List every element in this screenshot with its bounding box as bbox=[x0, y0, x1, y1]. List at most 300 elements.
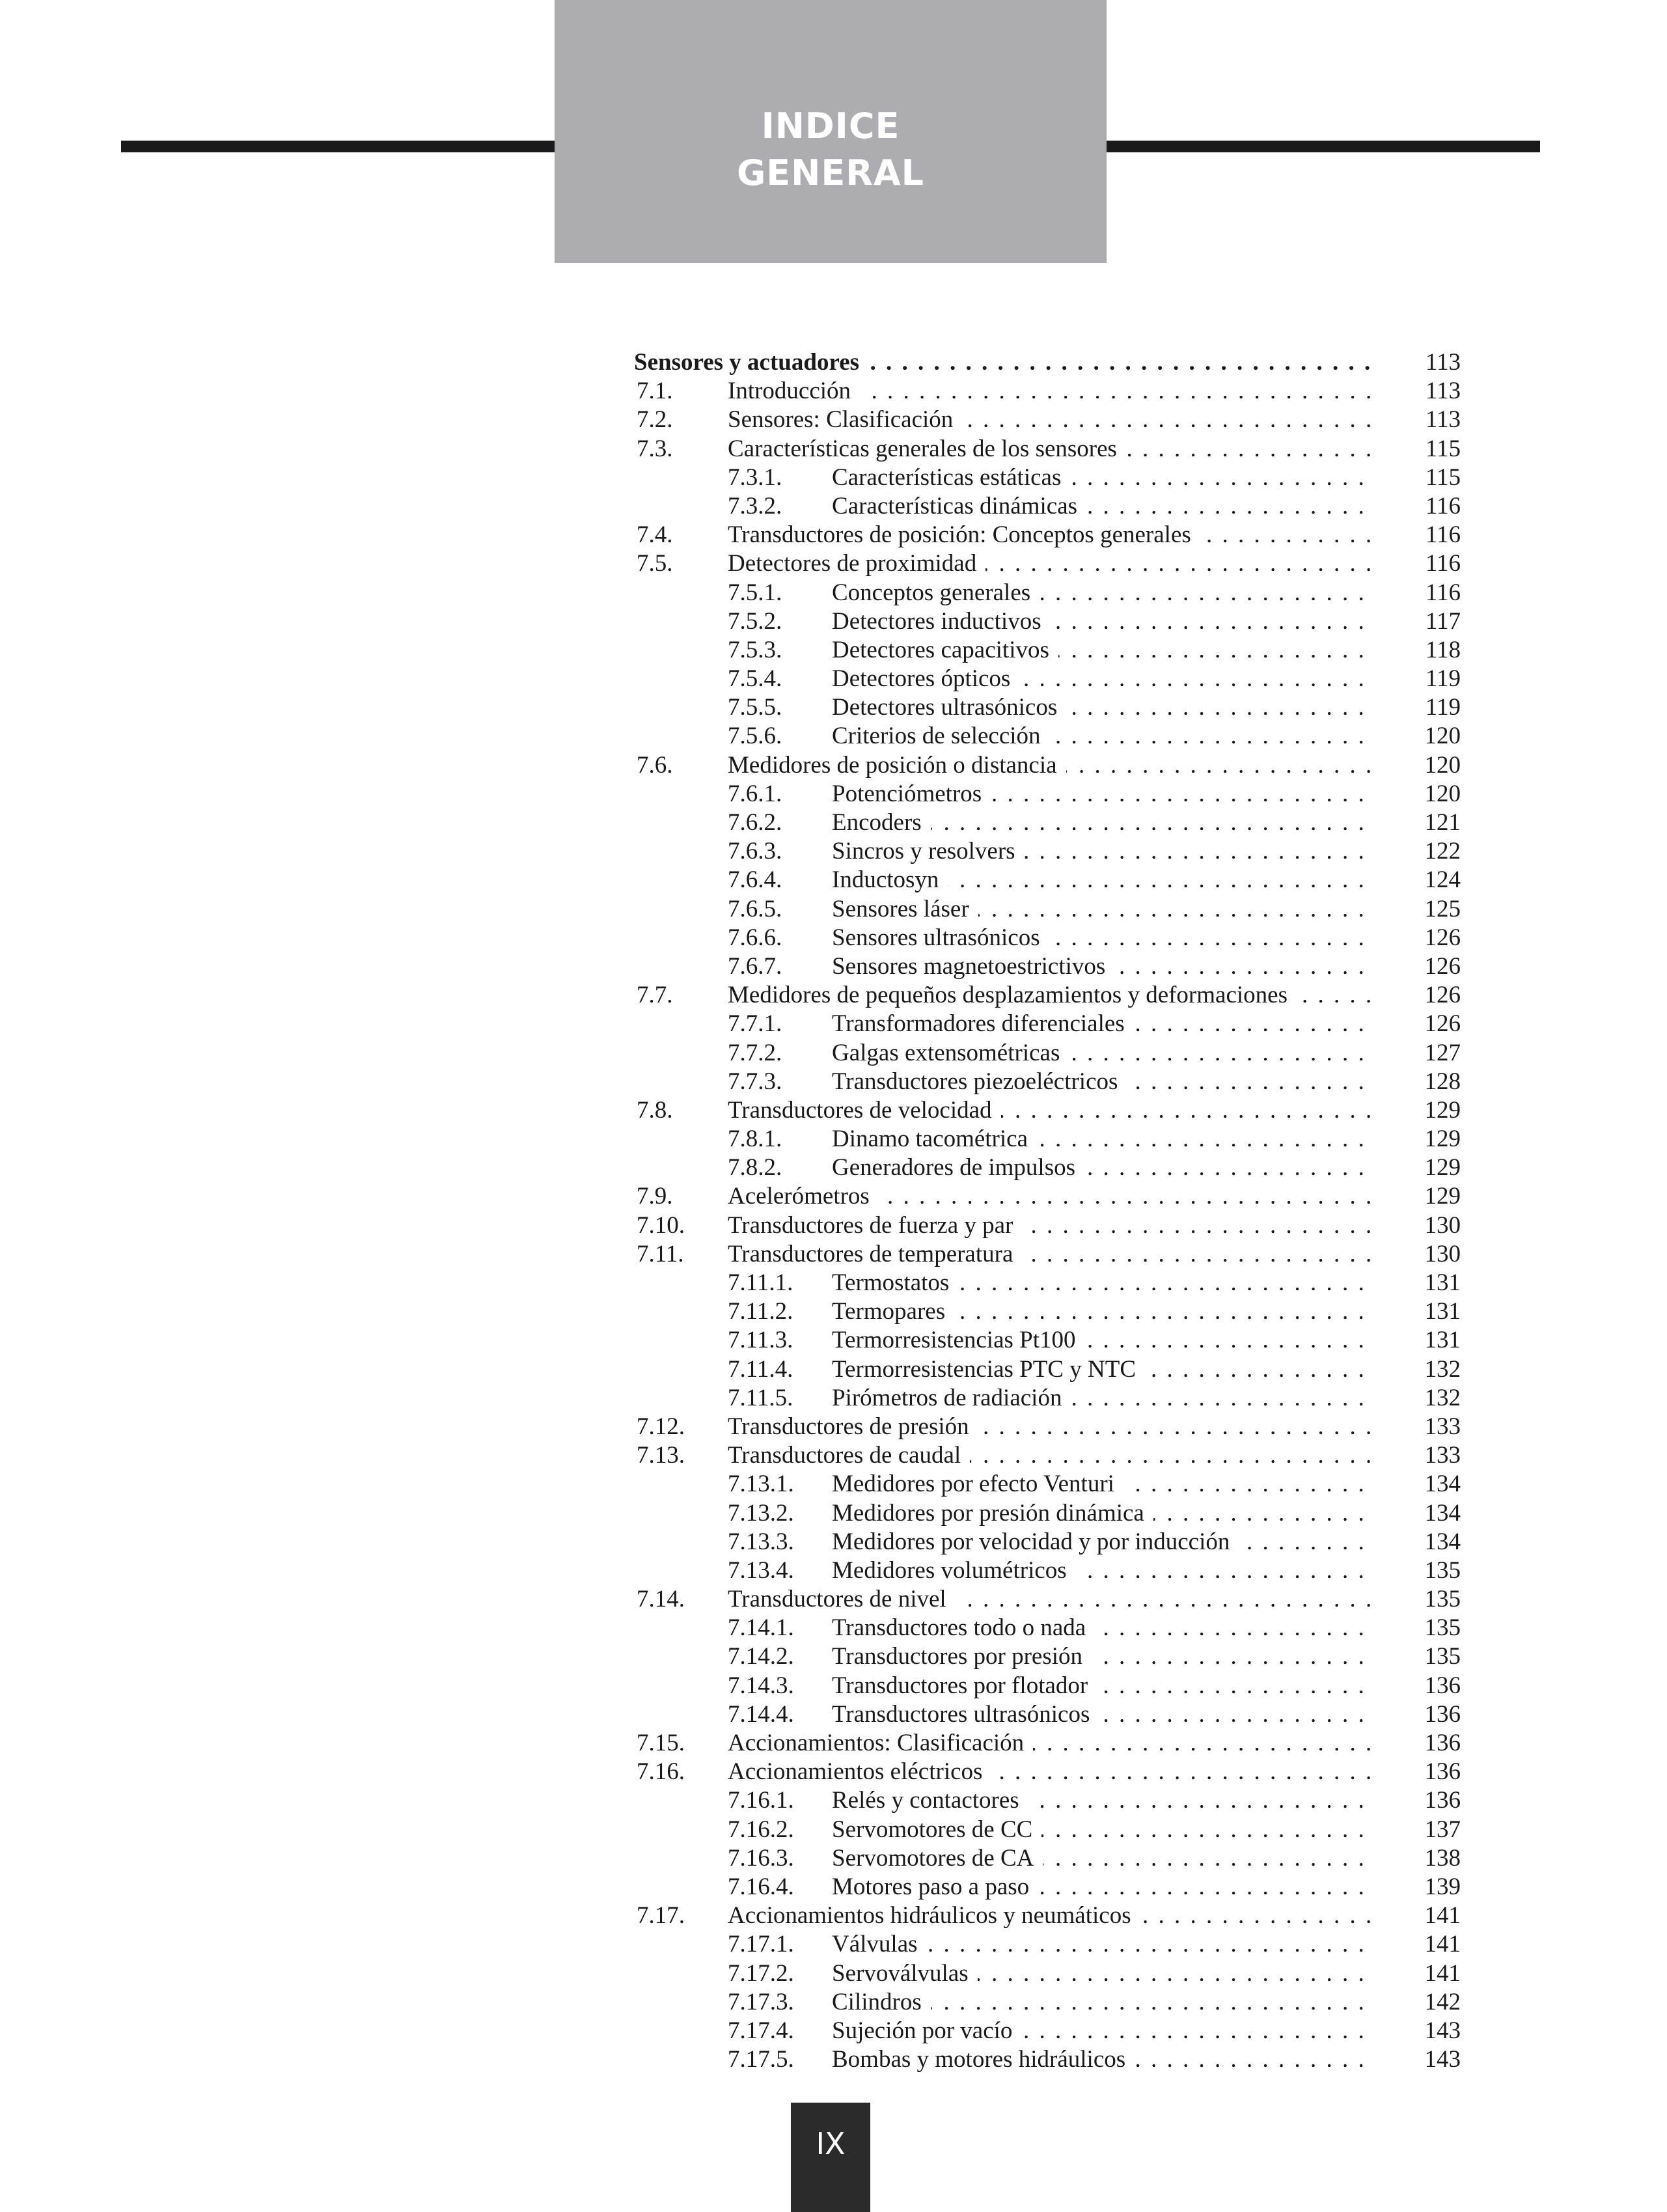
toc-entry bbox=[599, 1441, 1471, 1470]
toc-entry-page: 143 bbox=[1424, 2046, 1461, 2073]
toc-entry bbox=[599, 1039, 1471, 1068]
toc-entry-number: 7.13.3. bbox=[728, 1528, 794, 1555]
toc-entry bbox=[599, 1901, 1471, 1930]
toc-entry bbox=[599, 924, 1471, 952]
toc-entry-title bbox=[832, 837, 1373, 866]
toc-entry-page: 135 bbox=[1424, 1556, 1461, 1584]
toc-entry-number: 7.8. bbox=[637, 1096, 673, 1124]
toc-entry-page: 132 bbox=[1424, 1355, 1461, 1383]
toc-entry-title bbox=[832, 693, 1373, 722]
page-title bbox=[555, 103, 1107, 197]
toc-entry-title-text: Accionamientos: Clasificación bbox=[728, 1730, 1033, 1756]
toc-entry-title-text: Termorresistencias Pt100 bbox=[832, 1327, 1085, 1353]
toc-entry-page: 132 bbox=[1424, 1384, 1461, 1411]
toc-entry-page: 130 bbox=[1424, 1211, 1461, 1239]
toc-entry-title-text: Sensores: Clasificación bbox=[728, 406, 962, 433]
toc-entry-page: 138 bbox=[1424, 1844, 1461, 1872]
toc-entry-page: 115 bbox=[1425, 463, 1461, 491]
toc-entry-number: 7.6.4. bbox=[728, 866, 782, 894]
toc-entry-title-text: Transductores de caudal bbox=[728, 1442, 970, 1469]
toc-entry-title bbox=[832, 1614, 1373, 1642]
toc-entry-number: 7.5.2. bbox=[728, 607, 782, 635]
toc-entry-number: 7.6.3. bbox=[728, 838, 782, 865]
toc-entry-page: 120 bbox=[1424, 723, 1461, 750]
toc-entry-title bbox=[728, 1240, 1373, 1269]
toc-entry-number: 7.11.5. bbox=[728, 1384, 793, 1411]
toc-entry-number: 7.13. bbox=[637, 1442, 685, 1469]
toc-entry-title-text: Encoders bbox=[832, 809, 931, 836]
toc-entry bbox=[599, 1182, 1471, 1211]
toc-entry-page: 130 bbox=[1424, 1240, 1461, 1267]
toc-entry-title bbox=[832, 1039, 1373, 1068]
toc-entry-title bbox=[832, 866, 1373, 894]
toc-entry bbox=[599, 981, 1471, 1010]
toc-entry bbox=[599, 377, 1471, 406]
toc-entry-page: 127 bbox=[1424, 1039, 1461, 1066]
toc-entry-page: 113 bbox=[1425, 378, 1461, 405]
toc-entry-page: 131 bbox=[1424, 1327, 1461, 1354]
toc-entry bbox=[599, 1873, 1471, 1901]
toc-entry-title-text: Introducción bbox=[728, 378, 860, 404]
toc-entry bbox=[599, 348, 1471, 377]
toc-entry-title bbox=[832, 952, 1373, 981]
toc-entry-title bbox=[832, 1700, 1373, 1729]
page-number: IX bbox=[816, 2126, 846, 2161]
toc-entry-page: 136 bbox=[1424, 1730, 1461, 1756]
toc-entry-page: 118 bbox=[1425, 636, 1461, 663]
toc-entry-title-text: Transductores de temperatura bbox=[728, 1241, 1022, 1267]
toc-entry bbox=[599, 1556, 1471, 1585]
toc-entry-title bbox=[832, 463, 1373, 492]
toc-entry-page: 116 bbox=[1425, 521, 1461, 549]
toc-entry-title-text: Medidores de posición o distancia bbox=[728, 752, 1066, 779]
toc-entry bbox=[599, 1959, 1471, 1988]
toc-entry bbox=[599, 1614, 1471, 1642]
toc-entry-page: 126 bbox=[1424, 1010, 1461, 1038]
toc-entry-number: 7.6.2. bbox=[728, 809, 782, 836]
toc-entry-title-text: Dinamo tacométrica bbox=[832, 1126, 1037, 1152]
table-of-contents bbox=[599, 348, 1471, 2074]
toc-entry-title-text: Sensores y actuadores bbox=[599, 349, 868, 376]
toc-entry bbox=[599, 693, 1471, 722]
toc-entry bbox=[599, 1930, 1471, 1959]
toc-entry-number: 7.3.2. bbox=[728, 492, 782, 519]
toc-entry-number: 7.17.4. bbox=[728, 2017, 794, 2044]
toc-entry bbox=[599, 722, 1471, 751]
toc-entry-title bbox=[832, 1930, 1373, 1959]
toc-entry-title-text: Accionamientos hidráulicos y neumáticos bbox=[728, 1902, 1140, 1929]
toc-entry-number: 7.16.3. bbox=[728, 1844, 794, 1872]
toc-entry-title-text: Transductores de velocidad bbox=[728, 1097, 1001, 1124]
toc-entry bbox=[599, 1269, 1471, 1297]
toc-entry-title-text: Medidores volumétricos bbox=[832, 1557, 1076, 1584]
toc-entry-title-text: Generadores de impulsos bbox=[832, 1154, 1084, 1181]
toc-entry bbox=[599, 492, 1471, 521]
toc-entry-title bbox=[832, 809, 1373, 837]
header-rule-left bbox=[121, 141, 555, 152]
toc-entry-number: 7.17.5. bbox=[728, 2046, 794, 2073]
toc-entry-title-text: Características generales de los sensores bbox=[728, 435, 1126, 462]
toc-entry-page: 143 bbox=[1424, 2017, 1461, 2044]
toc-entry bbox=[599, 1211, 1471, 1240]
toc-entry-number: 7.14.1. bbox=[728, 1614, 794, 1642]
toc-entry-title bbox=[832, 1355, 1373, 1384]
toc-entry-title bbox=[728, 1758, 1373, 1786]
toc-entry-page: 120 bbox=[1424, 780, 1461, 807]
toc-entry bbox=[599, 2017, 1471, 2045]
toc-entry-page: 125 bbox=[1424, 895, 1461, 922]
toc-entry-number: 7.11. bbox=[637, 1240, 684, 1267]
toc-entry-number: 7.14.2. bbox=[728, 1643, 794, 1670]
toc-entry-page: 131 bbox=[1424, 1298, 1461, 1325]
toc-entry bbox=[599, 1010, 1471, 1038]
page-title-line1: INDICE bbox=[761, 105, 900, 146]
toc-entry-page: 129 bbox=[1424, 1183, 1461, 1210]
toc-entry-title bbox=[832, 1125, 1373, 1154]
toc-entry-title bbox=[728, 1211, 1373, 1240]
toc-entry-title bbox=[728, 435, 1373, 463]
toc-entry-page: 116 bbox=[1425, 550, 1461, 577]
toc-entry-title-text: Sujeción por vacío bbox=[832, 2017, 1021, 2044]
toc-entry-title bbox=[832, 1556, 1373, 1585]
toc-entry-title bbox=[599, 348, 1373, 377]
toc-entry-title-text: Sensores láser bbox=[832, 896, 978, 922]
toc-entry-number: 7.8.2. bbox=[728, 1154, 782, 1182]
toc-entry-title bbox=[832, 1959, 1373, 1988]
toc-entry bbox=[599, 1068, 1471, 1096]
toc-entry-title-text: Detectores de proximidad bbox=[728, 550, 985, 577]
toc-entry-title bbox=[728, 377, 1373, 406]
toc-entry bbox=[599, 1499, 1471, 1528]
toc-entry bbox=[599, 607, 1471, 636]
toc-entry-title-text: Detectores ópticos bbox=[832, 665, 1019, 692]
toc-entry bbox=[599, 952, 1471, 981]
toc-entry-title bbox=[832, 1384, 1373, 1413]
toc-entry-title-text: Transformadores diferenciales bbox=[832, 1010, 1134, 1037]
toc-entry bbox=[599, 895, 1471, 924]
toc-entry bbox=[599, 1528, 1471, 1556]
toc-entry-title bbox=[728, 751, 1373, 780]
toc-entry-number: 7.6.5. bbox=[728, 895, 782, 922]
toc-entry-title bbox=[728, 1096, 1373, 1125]
toc-entry-number: 7.5.4. bbox=[728, 665, 782, 693]
toc-entry-title-text: Potenciómetros bbox=[832, 781, 991, 807]
toc-entry-title bbox=[832, 722, 1373, 751]
toc-entry-title-text: Servomotores de CA bbox=[832, 1845, 1043, 1872]
toc-entry-number: 7.6.1. bbox=[728, 780, 782, 807]
toc-entry-title bbox=[728, 1182, 1373, 1211]
toc-entry-title-text: Sensores magnetoestrictivos bbox=[832, 953, 1114, 980]
toc-entry-number: 7.16.1. bbox=[728, 1787, 794, 1814]
toc-entry-page: 136 bbox=[1424, 1787, 1461, 1814]
toc-entry-title bbox=[832, 492, 1373, 521]
toc-entry-page: 115 bbox=[1425, 435, 1461, 462]
toc-entry-title-text: Sincros y resolvers bbox=[832, 838, 1025, 864]
toc-entry-title-text: Conceptos generales bbox=[832, 579, 1040, 606]
toc-entry-page: 136 bbox=[1424, 1700, 1461, 1728]
toc-entry-title bbox=[728, 1441, 1373, 1470]
page-number-box bbox=[791, 2103, 870, 2212]
toc-entry-title-text: Transductores ultrasónicos bbox=[832, 1701, 1099, 1728]
toc-entry bbox=[599, 1355, 1471, 1384]
toc-entry-number: 7.11.2. bbox=[728, 1298, 793, 1325]
toc-entry-number: 7.6. bbox=[637, 751, 673, 779]
toc-entry-page: 141 bbox=[1424, 1902, 1461, 1929]
toc-entry-page: 134 bbox=[1424, 1471, 1461, 1498]
toc-entry-page: 113 bbox=[1425, 349, 1461, 376]
toc-entry bbox=[599, 1700, 1471, 1729]
toc-entry bbox=[599, 809, 1471, 837]
toc-entry-number: 7.5. bbox=[637, 550, 673, 577]
toc-entry-number: 7.14.4. bbox=[728, 1700, 794, 1728]
toc-entry-title bbox=[832, 2017, 1373, 2045]
toc-entry-number: 7.17. bbox=[637, 1902, 685, 1929]
toc-entry-title bbox=[728, 521, 1373, 549]
toc-entry-number: 7.14. bbox=[637, 1586, 685, 1613]
toc-entry-number: 7.3. bbox=[637, 435, 673, 462]
toc-entry-title-text: Motores paso a paso bbox=[832, 1873, 1038, 1900]
toc-entry-number: 7.17.3. bbox=[728, 1988, 794, 2015]
toc-entry-page: 113 bbox=[1425, 406, 1461, 434]
toc-entry-page: 137 bbox=[1424, 1816, 1461, 1843]
toc-entry-title-text: Detectores ultrasónicos bbox=[832, 694, 1066, 721]
toc-entry bbox=[599, 521, 1471, 549]
toc-entry bbox=[599, 866, 1471, 894]
toc-entry-title bbox=[728, 1585, 1373, 1614]
toc-entry bbox=[599, 1844, 1471, 1873]
toc-entry bbox=[599, 435, 1471, 463]
toc-entry-page: 117 bbox=[1425, 607, 1461, 635]
toc-entry-title-text: Medidores por velocidad y por inducción bbox=[832, 1528, 1239, 1555]
toc-entry bbox=[599, 463, 1471, 492]
toc-entry-number: 7.9. bbox=[637, 1183, 673, 1210]
toc-entry-title bbox=[832, 607, 1373, 636]
toc-entry bbox=[599, 1470, 1471, 1499]
toc-entry-title bbox=[728, 1729, 1373, 1758]
toc-entry-title-text: Servoválvulas bbox=[832, 1960, 978, 1987]
toc-entry-number: 7.11.1. bbox=[728, 1269, 793, 1296]
toc-entry-number: 7.14.3. bbox=[728, 1672, 794, 1699]
toc-entry bbox=[599, 665, 1471, 693]
toc-entry-title-text: Bombas y motores hidráulicos bbox=[832, 2046, 1135, 2073]
toc-entry-number: 7.1. bbox=[637, 378, 673, 405]
toc-entry-page: 119 bbox=[1425, 694, 1461, 721]
toc-entry-title bbox=[832, 579, 1373, 607]
toc-entry-title bbox=[832, 1528, 1373, 1556]
toc-entry-number: 7.4. bbox=[637, 521, 673, 549]
toc-entry-number: 7.6.6. bbox=[728, 924, 782, 951]
toc-entry-number: 7.7.2. bbox=[728, 1039, 782, 1066]
toc-entry bbox=[599, 1297, 1471, 1326]
toc-entry-page: 141 bbox=[1424, 1931, 1461, 1958]
toc-entry-page: 134 bbox=[1424, 1528, 1461, 1555]
toc-entry bbox=[599, 636, 1471, 665]
toc-entry-page: 128 bbox=[1424, 1068, 1461, 1095]
toc-entry-page: 129 bbox=[1424, 1126, 1461, 1153]
toc-entry bbox=[599, 579, 1471, 607]
toc-entry-title-text: Accionamientos eléctricos bbox=[728, 1758, 991, 1785]
toc-entry-title bbox=[832, 1672, 1373, 1700]
toc-entry-title-text: Galgas extensométricas bbox=[832, 1040, 1069, 1066]
toc-entry-title-text: Sensores ultrasónicos bbox=[832, 924, 1049, 951]
toc-entry-number: 7.16. bbox=[637, 1758, 685, 1786]
toc-entry-title-text: Detectores inductivos bbox=[832, 608, 1051, 635]
toc-entry-title-text: Transductores de posición: Conceptos generales bbox=[728, 521, 1200, 548]
toc-entry-title bbox=[832, 895, 1373, 924]
toc-entry-title bbox=[832, 1642, 1373, 1671]
toc-entry-number: 7.16.4. bbox=[728, 1873, 794, 1900]
toc-entry bbox=[599, 1642, 1471, 1671]
toc-entry-number: 7.5.5. bbox=[728, 694, 782, 721]
toc-entry-title bbox=[832, 1844, 1373, 1873]
toc-entry-page: 126 bbox=[1424, 982, 1461, 1009]
toc-entry-title bbox=[728, 406, 1373, 434]
toc-entry bbox=[599, 1154, 1471, 1182]
toc-entry-title bbox=[728, 1901, 1373, 1930]
toc-entry bbox=[599, 1729, 1471, 1758]
toc-entry bbox=[599, 1786, 1471, 1815]
toc-entry-page: 141 bbox=[1424, 1959, 1461, 1987]
toc-entry-title-text: Transductores de presión bbox=[728, 1413, 978, 1440]
toc-entry bbox=[599, 1096, 1471, 1125]
toc-entry-title bbox=[832, 1154, 1373, 1182]
toc-entry bbox=[599, 406, 1471, 434]
toc-entry-number: 7.6.7. bbox=[728, 952, 782, 980]
toc-entry bbox=[599, 837, 1471, 866]
toc-entry-title bbox=[832, 1816, 1373, 1844]
toc-entry-number: 7.13.4. bbox=[728, 1556, 794, 1584]
toc-entry bbox=[599, 1413, 1471, 1441]
toc-entry bbox=[599, 751, 1471, 780]
toc-entry bbox=[599, 1585, 1471, 1614]
toc-entry-page: 135 bbox=[1424, 1614, 1461, 1642]
toc-entry-title bbox=[832, 1269, 1373, 1297]
toc-entry bbox=[599, 1125, 1471, 1154]
toc-entry bbox=[599, 2045, 1471, 2074]
toc-entry-number: 7.5.6. bbox=[728, 723, 782, 750]
toc-entry bbox=[599, 1326, 1471, 1355]
toc-entry-number: 7.7.1. bbox=[728, 1010, 782, 1038]
toc-entry-page: 139 bbox=[1424, 1873, 1461, 1900]
toc-entry-title-text: Inductosyn bbox=[832, 866, 948, 893]
toc-entry-title-text: Medidores por efecto Venturi bbox=[832, 1471, 1123, 1497]
toc-entry-number: 7.10. bbox=[637, 1211, 685, 1239]
title-box bbox=[555, 0, 1107, 263]
toc-entry-page: 120 bbox=[1424, 751, 1461, 779]
toc-entry-page: 126 bbox=[1424, 924, 1461, 951]
toc-entry-title-text: Detectores capacitivos bbox=[832, 637, 1058, 663]
toc-entry-title-text: Termorresistencias PTC y NTC bbox=[832, 1356, 1145, 1383]
toc-entry-number: 7.17.2. bbox=[728, 1959, 794, 1987]
toc-entry-title-text: Transductores todo o nada bbox=[832, 1614, 1095, 1641]
toc-entry-page: 119 bbox=[1425, 665, 1461, 693]
toc-entry-number: 7.13.2. bbox=[728, 1499, 794, 1527]
toc-entry-number: 7.17.1. bbox=[728, 1931, 794, 1958]
toc-entry-number: 7.7.3. bbox=[728, 1068, 782, 1095]
toc-entry-title-text: Termopares bbox=[832, 1298, 954, 1325]
toc-entry-number: 7.12. bbox=[637, 1413, 685, 1440]
toc-entry-page: 136 bbox=[1424, 1672, 1461, 1699]
toc-entry-title-text: Cilindros bbox=[832, 1989, 931, 2015]
toc-entry-page: 134 bbox=[1424, 1499, 1461, 1527]
toc-entry-title-text: Criterios de selección bbox=[832, 723, 1050, 749]
toc-entry-title-text: Características dinámicas bbox=[832, 493, 1086, 519]
toc-entry-title bbox=[832, 924, 1373, 952]
toc-entry-title bbox=[832, 1068, 1373, 1096]
toc-entry-title bbox=[832, 780, 1373, 809]
toc-entry-title-text: Características estáticas bbox=[832, 464, 1070, 491]
toc-entry-page: 129 bbox=[1424, 1154, 1461, 1182]
toc-entry-number: 7.2. bbox=[637, 406, 673, 434]
toc-entry-page: 124 bbox=[1424, 866, 1461, 894]
toc-entry bbox=[599, 1240, 1471, 1269]
toc-entry bbox=[599, 1384, 1471, 1413]
toc-entry-title-text: Relés y contactores bbox=[832, 1787, 1028, 1814]
toc-entry bbox=[599, 549, 1471, 578]
toc-entry-title bbox=[832, 1010, 1373, 1038]
toc-entry-title-text: Transductores piezoeléctricos bbox=[832, 1068, 1127, 1095]
toc-entry-number: 7.13.1. bbox=[728, 1471, 794, 1498]
toc-entry-page: 136 bbox=[1424, 1758, 1461, 1786]
toc-entry-title-text: Válvulas bbox=[832, 1931, 927, 1957]
toc-entry-number: 7.11.4. bbox=[728, 1355, 793, 1383]
toc-entry-title bbox=[728, 549, 1373, 578]
toc-entry-title-text: Transductores de nivel bbox=[728, 1586, 956, 1612]
toc-entry-number: 7.15. bbox=[637, 1730, 685, 1756]
toc-entry-page: 116 bbox=[1425, 579, 1461, 606]
toc-entry-number: 7.11.3. bbox=[728, 1327, 793, 1354]
toc-entry-number: 7.3.1. bbox=[728, 463, 782, 491]
toc-entry bbox=[599, 1816, 1471, 1844]
toc-entry-title bbox=[832, 1988, 1373, 2017]
toc-entry-title-text: Acelerómetros bbox=[728, 1183, 879, 1210]
toc-entry-page: 116 bbox=[1425, 492, 1461, 519]
toc-entry-title bbox=[832, 1499, 1373, 1528]
header-rule-right bbox=[1107, 141, 1540, 152]
toc-entry-page: 133 bbox=[1424, 1442, 1461, 1469]
toc-entry bbox=[599, 1672, 1471, 1700]
toc-entry-page: 121 bbox=[1424, 809, 1461, 836]
toc-entry-title bbox=[728, 981, 1373, 1010]
toc-entry bbox=[599, 780, 1471, 809]
toc-entry-title-text: Transductores por presión bbox=[832, 1643, 1092, 1670]
toc-entry-title-text: Pirómetros de radiación bbox=[832, 1385, 1071, 1411]
toc-entry-title bbox=[832, 1470, 1373, 1499]
toc-entry-number: 7.8.1. bbox=[728, 1126, 782, 1153]
toc-entry-page: 129 bbox=[1424, 1096, 1461, 1124]
toc-entry-title-text: Medidores por presión dinámica bbox=[832, 1500, 1153, 1527]
toc-entry-page: 122 bbox=[1424, 838, 1461, 865]
toc-entry-title bbox=[832, 1786, 1373, 1815]
toc-entry-title bbox=[832, 636, 1373, 665]
toc-entry-number: 7.5.1. bbox=[728, 579, 782, 606]
toc-entry-number: 7.7. bbox=[637, 982, 673, 1009]
toc-entry-number: 7.5.3. bbox=[728, 636, 782, 663]
toc-entry-title-text: Transductores de fuerza y par bbox=[728, 1212, 1022, 1239]
toc-entry-page: 133 bbox=[1424, 1413, 1461, 1440]
toc-entry-title-text: Transductores por flotador bbox=[832, 1672, 1097, 1699]
toc-entry-title bbox=[832, 1297, 1373, 1326]
toc-entry-title-text: Medidores de pequeños desplazamientos y deformaciones bbox=[728, 982, 1297, 1008]
toc-entry-title bbox=[832, 1873, 1373, 1901]
toc-entry-title bbox=[832, 1326, 1373, 1355]
toc-entry bbox=[599, 1988, 1471, 2017]
toc-entry-title bbox=[832, 2045, 1373, 2074]
toc-entry-page: 142 bbox=[1424, 1988, 1461, 2015]
toc-entry-title bbox=[832, 665, 1373, 693]
toc-entry-page: 126 bbox=[1424, 952, 1461, 980]
toc-entry-title-text: Servomotores de CC bbox=[832, 1816, 1041, 1843]
